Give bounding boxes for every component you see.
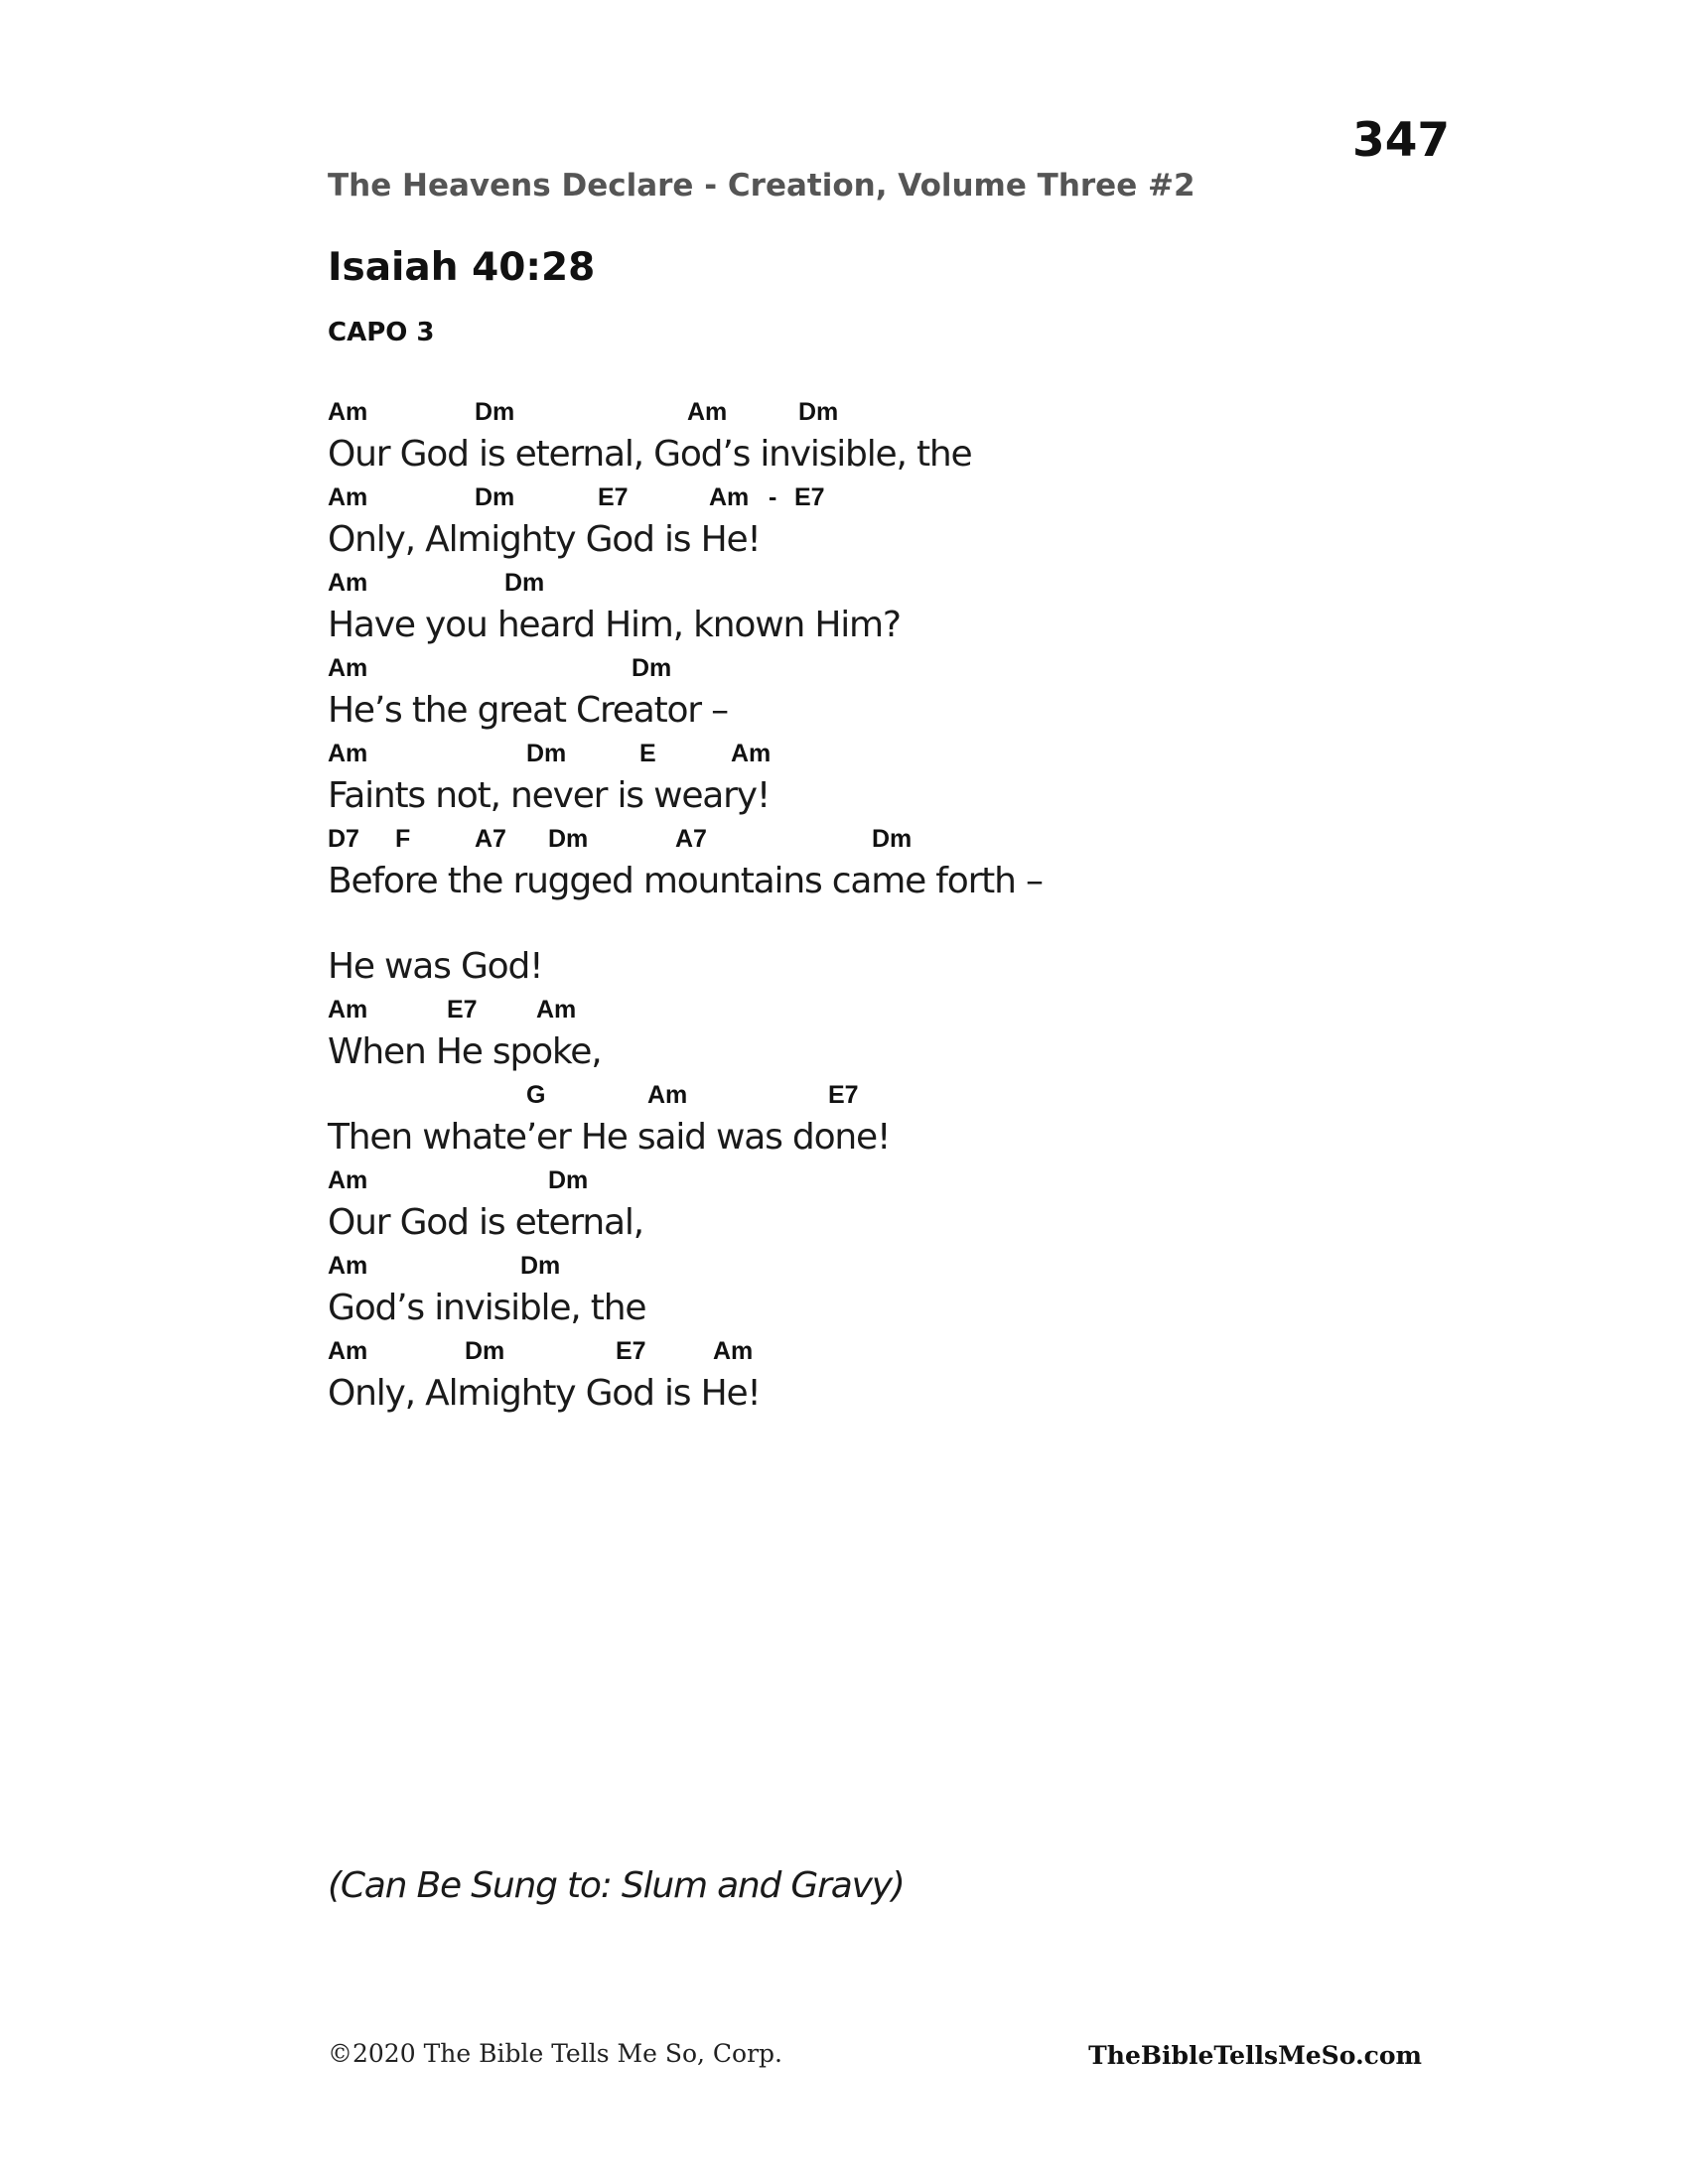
chord-row [328,651,1420,685]
lyric-line: God’s invisible, the [328,1288,646,1328]
chord-row [328,822,1420,856]
lyric-line: Have you heard Him, known Him? [328,605,901,645]
chord: Am [328,996,368,1024]
lyric-line: Our God is eternal, [328,1202,643,1243]
chord: E7 [616,1337,646,1365]
chord: Am [709,483,750,511]
chord-row [328,993,1420,1026]
chord: A7 [675,825,707,853]
chord: Am [713,1337,754,1365]
chord-row [328,1334,1420,1368]
chord: E7 [828,1081,859,1109]
song-line [328,395,1420,480]
chord: Am [536,996,577,1024]
capo-note: CAPO 3 [328,318,435,347]
lyric-line: Only, Almighty God is He! [328,519,761,560]
chord: Dm [798,398,839,426]
chord: G [526,1081,546,1109]
chord: Am [328,483,368,511]
chord: Am [328,569,368,597]
chord: E [639,740,656,767]
lyric-line: When He spoke, [328,1031,602,1072]
chord: Am [328,1337,368,1365]
chord: Am [687,398,728,426]
song-line [328,651,1420,737]
lyric-line: Then whate’er He said was done! [328,1117,891,1158]
collection-subtitle: The Heavens Declare - Creation, Volume Three #2 [328,168,1196,204]
chord: Dm [526,740,567,767]
song-line [328,1334,1420,1420]
chord: Dm [548,1166,589,1194]
chord: Am [328,398,368,426]
song-line [328,1249,1420,1334]
chord: Dm [872,825,913,853]
lyric-line: He’s the great Creator – [328,690,728,731]
chord: Am [328,1252,368,1280]
lyric-line: Faints not, never is weary! [328,775,771,816]
song-line [328,1078,1420,1163]
chord: Am [328,740,368,767]
song-line [328,737,1420,822]
chord-row [328,566,1420,600]
lyric-line: Only, Almighty God is He! [328,1373,761,1414]
chord-row [328,737,1420,770]
song-line [328,822,1420,907]
chord-row [328,1249,1420,1283]
chord: Dm [504,569,545,597]
page-number: 347 [1352,113,1451,168]
chord: Am [328,1166,368,1194]
chord: Am [731,740,772,767]
song-line [328,1163,1420,1249]
chord: Dm [475,483,515,511]
chord: A7 [475,825,506,853]
chord: Dm [632,654,672,682]
chord-row [328,395,1420,429]
chord-row [328,1163,1420,1197]
song-line [328,566,1420,651]
chord: Am [647,1081,688,1109]
tune-note: (Can Be Sung to: Slum and Gravy) [328,1865,905,1906]
chord: D7 [328,825,359,853]
chord-row [328,480,1420,514]
chord-row [328,1078,1420,1112]
song-line [328,480,1420,566]
lyric-line: Our God is eternal, God’s invisible, the [328,434,972,475]
chord-row [328,907,1420,941]
chord: Am [328,654,368,682]
song-line [328,907,1420,993]
chord: - [769,483,777,511]
chord: Dm [548,825,589,853]
lyric-line: He was God! [328,946,543,987]
chord: E7 [794,483,825,511]
song-line [328,993,1420,1078]
chord: E7 [447,996,478,1024]
copyright-notice: ©2020 The Bible Tells Me So, Corp. [328,2039,782,2068]
song-body [328,395,1420,1420]
chord: E7 [598,483,629,511]
chord: Dm [475,398,515,426]
chord: Dm [520,1252,561,1280]
lyric-line: Before the rugged mountains came forth – [328,861,1043,901]
chord: Dm [465,1337,505,1365]
chord: F [395,825,411,853]
song-title: Isaiah 40:28 [328,245,596,290]
website-link[interactable]: TheBibleTellsMeSo.com [1088,2041,1422,2070]
